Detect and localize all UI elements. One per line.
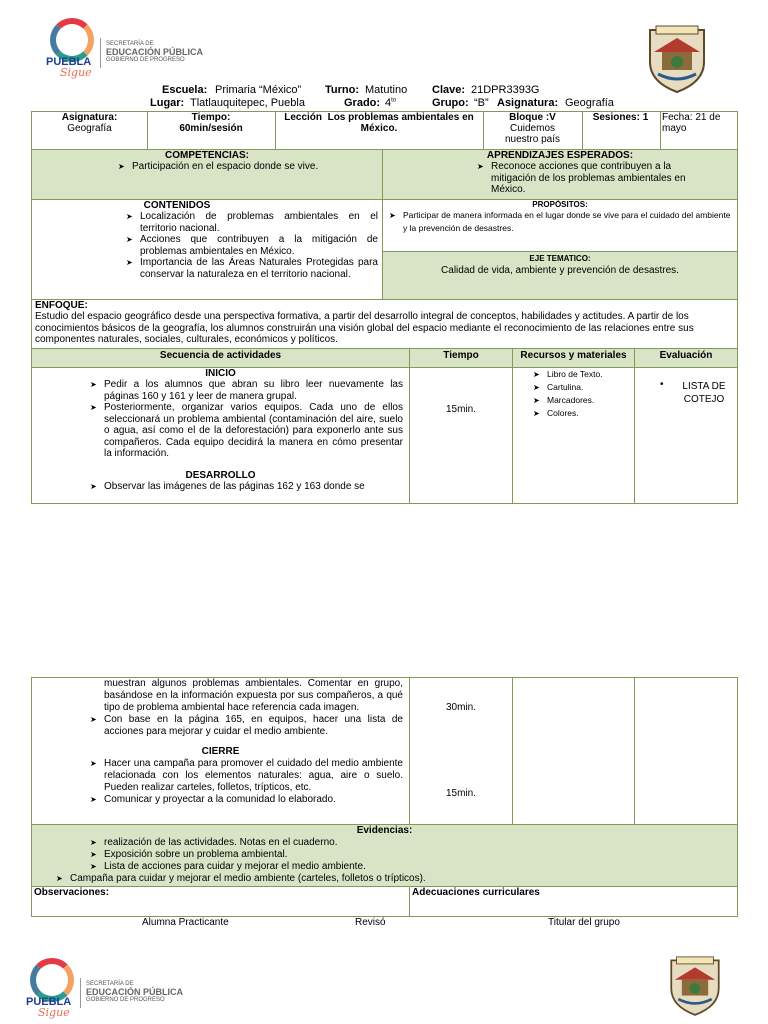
enfoque-cell (32, 300, 737, 348)
inicio-title: INICIO (205, 368, 236, 379)
signature-alumna: Alumna Practicante (142, 917, 229, 928)
list-item: ➤ Posteriormente, organizar varios equipos. Cada uno de ellos seleccionará un problema ambiental (contaminación del aire, suelo o agua, así como el de la deforestación) para exponerlo ante sus compañeros. Cada equipo decidirá la manera en cómo presentar la información. (84, 402, 403, 460)
evaluacion-page1: • LISTA DE COTEJO (660, 380, 726, 405)
aprendizajes-cell (383, 150, 737, 199)
th-secuencia: Secuencia de actividades (32, 349, 409, 367)
tiempo-cierre: 15min. (445, 788, 476, 799)
info-fecha: Fecha: 21 de mayo (662, 112, 721, 134)
clave-label: Clave: (432, 84, 466, 96)
propositos-list (383, 209, 737, 235)
propositos-cell (383, 200, 737, 251)
lugar-label: Lugar: (150, 97, 185, 109)
grid-line (660, 112, 661, 149)
grupo-value: “B” (474, 97, 489, 109)
signature-titular: Titular del grupo (548, 917, 620, 928)
info-bloque: Bloque :V Cuidemos nuestro país (504, 112, 561, 145)
agency-text: SECRETARÍA DE EDUCACIÓN PÚBLICA GOBIERNO DE PROGRESO (86, 981, 184, 1003)
desarrollo-continuation: muestran algunos problemas ambientales. Comentar en grupo, basándose en la información expuesta por sus compañeros, a qué tipo de problema ambiental hace referencia cada imagen. (104, 678, 403, 713)
evidencias-title: Evidencias: (356, 825, 413, 836)
contenidos-cell (32, 200, 382, 299)
grid-line (31, 824, 738, 825)
grid-line (31, 199, 738, 200)
secuencia-page2 (32, 678, 409, 824)
logo-separator (80, 978, 81, 1008)
competencias-list (32, 161, 382, 173)
list-item: ➤ Hacer una campaña para promover el cuidado del medio ambiente relacionada con los elementos naturales: agua, aire o suelo. Pueden realizar carteles, folletos, trípticos, etc. (84, 758, 403, 794)
aprendizajes-title: APRENDIZAJES ESPERADOS: (486, 150, 634, 161)
list-item: ➤ Participación en el espacio donde se vive. (112, 161, 382, 173)
grado-value: $4^{to}$ (385, 97, 397, 109)
list-item: ➤ Participar de manera informada en el lugar donde se vive para el cuidado del ambiente y la prevención de desastres. (383, 209, 731, 235)
eje-text: Calidad de vida, ambiente y prevención de desastres. (441, 265, 679, 276)
puebla-tagline: Sigue (38, 1006, 70, 1019)
list-item: ➤ Acciones que contribuyen a la mitigación de problemas ambientales en México. (120, 234, 378, 257)
grid-line (147, 112, 148, 149)
evidencias-cell (32, 825, 737, 886)
list-item: ➤ Libro de Texto. (527, 368, 634, 381)
eje-cell (383, 252, 737, 299)
cierre-list (32, 758, 409, 806)
list-item: ➤ realización de las actividades. Notas en el cuaderno. (84, 837, 737, 849)
adecuaciones-cell: Adecuaciones curriculares (412, 887, 540, 898)
grid-line (582, 112, 583, 149)
asignatura-header-value: Geografía (565, 97, 614, 109)
grupo-label: Grupo: (432, 97, 469, 109)
recursos-page1 (513, 368, 634, 503)
list-item: ➤ Localización de problemas ambientales en el territorio nacional. (120, 211, 378, 234)
secuencia-page1 (32, 368, 409, 503)
eje-title: EJE TEMATICO: (529, 254, 591, 263)
list-item: ➤ Marcadores. (527, 394, 634, 407)
grid-line (382, 150, 383, 299)
school-crest-icon (644, 22, 710, 94)
grid-line (409, 349, 410, 503)
agency-text: SECRETARÍA DE EDUCACIÓN PÚBLICA GOBIERNO DE PROGRESO (106, 41, 204, 63)
recursos-list (513, 368, 634, 420)
info-tiempo: Tiempo: 60min/sesión (179, 112, 243, 134)
list-item: ➤ Reconoce acciones que contribuyen a la mitigación de los problemas ambientales en México. (471, 161, 717, 196)
enfoque-text: Estudio del espacio geográfico desde una perspectiva formativa, a partir del desarrollo integral de conceptos, habilidades y actitudes. A partir de los conocimientos básicos de la geografía, los alumnos construirán una visión global del espacio mediante el reconocimiento de las relaciones entre sus componentes naturales, sociales, culturales, económicos y políticos. (35, 311, 694, 345)
puebla-brand: PUEBLA (46, 56, 92, 68)
cierre-title: CIERRE (201, 746, 240, 757)
turno-label: Turno: (325, 84, 360, 96)
puebla-tagline: Sigue (60, 66, 92, 79)
grid-line (31, 367, 738, 368)
propositos-title: PROPÓSITOS: (532, 200, 588, 209)
inicio-list (32, 379, 409, 460)
school-crest-icon (666, 950, 724, 1020)
grid-line (31, 299, 738, 300)
competencias-title: COMPETENCIAS: (165, 150, 249, 161)
list-item: ➤ Lista de acciones para cuidar y mejorar el medio ambiente. (84, 861, 737, 873)
grid-line (409, 887, 410, 916)
evidencias-list-last (32, 873, 737, 885)
desarrollo-list (32, 481, 409, 493)
asignatura-header-label: Asignatura: (497, 97, 559, 109)
list-item: ➤ Pedir a los alumnos que abran su libro leer nuevamente las páginas 160 y 161 y leer de manera grupal. (84, 379, 403, 402)
competencias-cell (32, 150, 382, 199)
list-item: ➤ Observar las imágenes de las páginas 162 y 163 donde se (84, 481, 403, 493)
list-item: ➤ Importancia de las Áreas Naturales Protegidas para conservar la naturaleza en el territorio nacional. (120, 257, 378, 280)
puebla-logo (44, 16, 204, 79)
list-item: ➤ Con base en la página 165, en equipos, hacer una lista de acciones para mejorar y cuidar el medio ambiente. (84, 714, 403, 738)
list-item: ➤ Comunicar y proyectar a la comunidad lo elaborado. (84, 794, 403, 806)
info-leccion: Lección Los problemas ambientales en México. (284, 112, 474, 134)
aprendizajes-list (383, 161, 737, 196)
escuela-label: Escuela: (162, 84, 208, 96)
list-item: ➤ Cartulina. (527, 381, 634, 394)
grid-line (31, 149, 738, 150)
list-item: ➤ Exposición sobre un problema ambiental. (84, 849, 737, 861)
grado-label: Grado: (344, 97, 381, 109)
puebla-brand: PUEBLA (26, 996, 72, 1008)
tiempo-desarrollo: 30min. (445, 702, 476, 713)
enfoque-title: ENFOQUE: (35, 300, 88, 311)
evidencias-list (32, 837, 737, 873)
contenidos-title: CONTENIDOS (143, 200, 211, 211)
grid-line (512, 349, 513, 503)
th-evaluacion: Evaluación (635, 349, 737, 367)
grid-line (512, 678, 513, 825)
list-item: ➤ Campaña para cuidar y mejorar el medio ambiente (carteles, folletos o trípticos). (50, 873, 737, 885)
escuela-value: Primaria “México” (215, 84, 302, 96)
contenidos-list (32, 211, 382, 280)
grid-line (634, 678, 635, 825)
grid-line (382, 251, 738, 252)
th-recursos: Recursos y materiales (513, 349, 634, 367)
grid-line (275, 112, 276, 149)
puebla-logo-bottom (24, 956, 184, 1018)
desarrollo-title: DESARROLLO (185, 469, 256, 481)
observaciones-cell: Observaciones: (34, 887, 110, 898)
grid-line (483, 112, 484, 149)
logo-separator (100, 38, 101, 68)
grid-line (634, 349, 635, 503)
signature-reviso: Revisó (355, 917, 386, 928)
th-tiempo: Tiempo (410, 349, 512, 367)
clave-value: 21DPR3393G (471, 84, 540, 96)
info-asignatura: Asignatura: Geografía (61, 112, 118, 134)
tiempo-page1: 15min. (445, 404, 476, 415)
bullet-dot-icon: • (660, 380, 664, 390)
info-sesiones: Sesiones: 1 (592, 112, 649, 123)
grid-line (409, 678, 410, 825)
grid-line (31, 886, 738, 887)
list-item: ➤ Colores. (527, 407, 634, 420)
desarrollo-list-2 (32, 714, 409, 738)
turno-value: Matutino (365, 84, 408, 96)
grid-line (31, 348, 738, 349)
lugar-value: Tlatlauquitepec, Puebla (190, 97, 305, 109)
